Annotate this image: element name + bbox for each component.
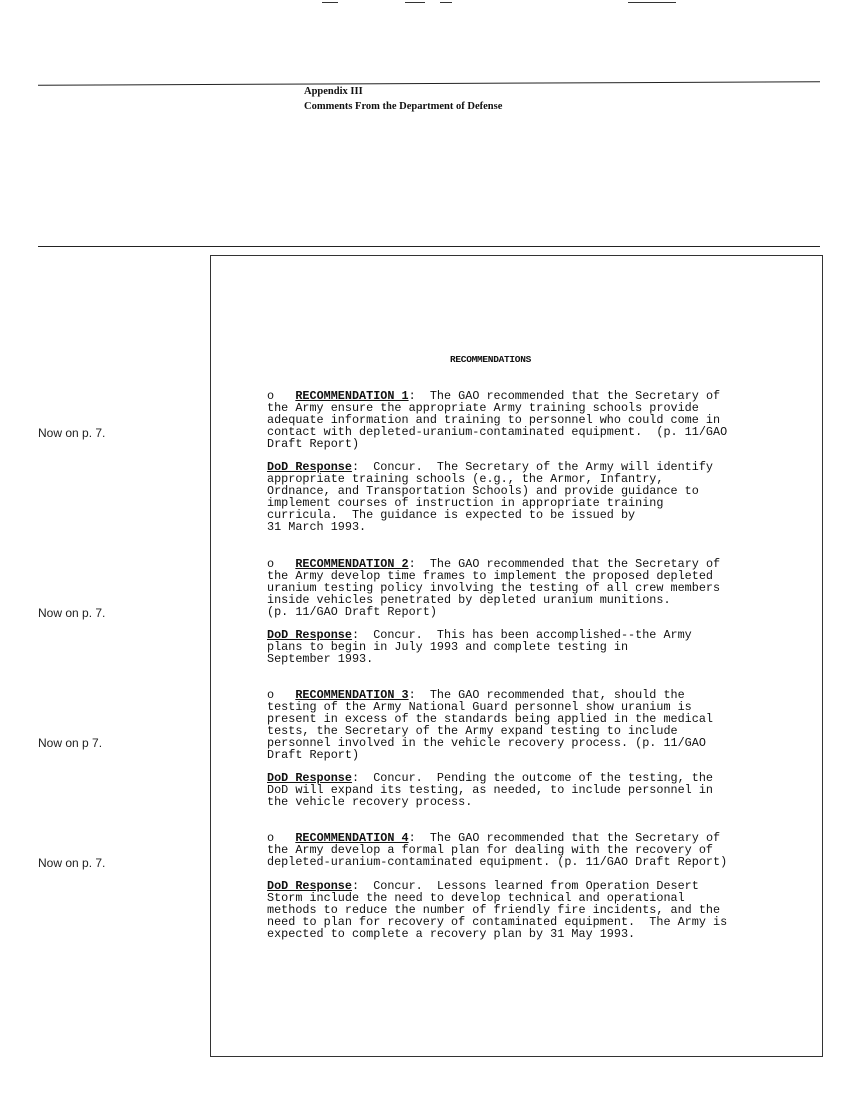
- text-line: plans to begin in July 1993 and complete testing in: [267, 640, 629, 655]
- section-title: RECOMMENDATIONS: [450, 354, 532, 365]
- margin-note: Now on p. 7.: [38, 606, 106, 620]
- text-line: Storm include the need to develop technical and operational: [267, 891, 685, 906]
- text-line: testing of the Army National Guard personnel show uranium is: [267, 700, 692, 715]
- appendix-label: Appendix III: [304, 86, 363, 97]
- line-text: : Concur. Pending the outcome of the testing, the: [351, 771, 713, 785]
- line-text: : Concur. Lessons learned from Operation Desert: [351, 879, 699, 893]
- text-line: expected to complete a recovery plan by 31 May 1993.: [267, 927, 636, 942]
- response-3: [267, 772, 713, 808]
- text-line: the Army develop a formal plan for dealing with the recovery of: [267, 843, 713, 858]
- recommendation-label: RECOMMENDATION 4: [295, 831, 409, 845]
- text-line: September 1993.: [267, 652, 374, 667]
- text-line: personnel involved in the vehicle recovery process. (p. 11/GAO: [267, 736, 706, 751]
- recommendation-4: [267, 832, 727, 868]
- response-label: DoD Response: [267, 879, 352, 893]
- recommendation-label: RECOMMENDATION 2: [295, 557, 409, 571]
- text-line: Ordnance, and Transportation Schools) and provide guidance to: [267, 484, 699, 499]
- line-text: : Concur. This has been accomplished--the Army: [351, 628, 692, 642]
- margin-note: Now on p. 7.: [38, 856, 106, 870]
- text-line: tests, the Secretary of the Army expand testing to include: [267, 724, 678, 739]
- response-4: [267, 880, 727, 940]
- text-line: (p. 11/GAO Draft Report): [267, 605, 437, 620]
- recommendation-2: [267, 558, 720, 618]
- recommendation-label: RECOMMENDATION 3: [295, 688, 409, 702]
- recommendation-label: RECOMMENDATION 1: [295, 389, 409, 403]
- header-rule: [38, 81, 820, 85]
- text-line: present in excess of the standards being applied in the medical: [267, 712, 713, 727]
- response-label: DoD Response: [267, 771, 352, 785]
- text-line: need to plan for recovery of contaminated equipment. The Army is: [267, 915, 728, 930]
- text-line: adequate information and training to personnel who could come in: [267, 413, 721, 428]
- bullet: o: [267, 688, 296, 702]
- text-line: methods to reduce the number of friendly fire incidents, and the: [267, 903, 721, 918]
- line-text: : The GAO recommended that the Secretary of: [408, 389, 721, 403]
- bullet: o: [267, 831, 296, 845]
- scan-mark: [405, 2, 425, 3]
- scan-mark: [440, 2, 452, 3]
- text-line: appropriate training schools (e.g., the Armor, Infantry,: [267, 472, 664, 487]
- text-line: uranium testing policy involving the testing of all crew members: [267, 581, 721, 596]
- line-text: : The GAO recommended that the Secretary of: [408, 831, 721, 845]
- response-1: [267, 461, 713, 534]
- text-line: Draft Report): [267, 437, 360, 452]
- response-2: [267, 629, 692, 665]
- bullet: o: [267, 389, 296, 403]
- line-text: : The GAO recommended that, should the: [408, 688, 685, 702]
- recommendation-3: [267, 689, 713, 762]
- text-line: 31 March 1993.: [267, 520, 367, 535]
- text-line: depleted-uranium-contaminated equipment. (p. 11/GAO Draft Report): [267, 855, 728, 870]
- recommendation-1: [267, 390, 727, 450]
- text-line: the Army ensure the appropriate Army training schools provide: [267, 401, 699, 416]
- margin-note: Now on p. 7.: [38, 426, 106, 440]
- text-line: DoD will expand its testing, as needed, to include personnel in: [267, 783, 713, 798]
- section-rule: [38, 246, 820, 247]
- text-line: inside vehicles penetrated by depleted uranium munitions.: [267, 593, 671, 608]
- text-line: curricula. The guidance is expected to be issued by: [267, 508, 636, 523]
- text-line: the Army develop time frames to implement the proposed depleted: [267, 569, 713, 584]
- response-label: DoD Response: [267, 460, 352, 474]
- bullet: o: [267, 557, 296, 571]
- appendix-subtitle: Comments From the Department of Defense: [304, 101, 503, 112]
- text-line: implement courses of instruction in appropriate training: [267, 496, 664, 511]
- scan-mark: [628, 2, 676, 3]
- line-text: : Concur. The Secretary of the Army will identify: [351, 460, 713, 474]
- response-label: DoD Response: [267, 628, 352, 642]
- text-line: Draft Report): [267, 748, 360, 763]
- text-line: the vehicle recovery process.: [267, 795, 473, 810]
- margin-note: Now on p 7.: [38, 736, 103, 750]
- text-line: contact with depleted-uranium-contaminated equipment. (p. 11/GAO: [267, 425, 728, 440]
- scan-mark: [322, 2, 338, 3]
- line-text: : The GAO recommended that the Secretary of: [408, 557, 721, 571]
